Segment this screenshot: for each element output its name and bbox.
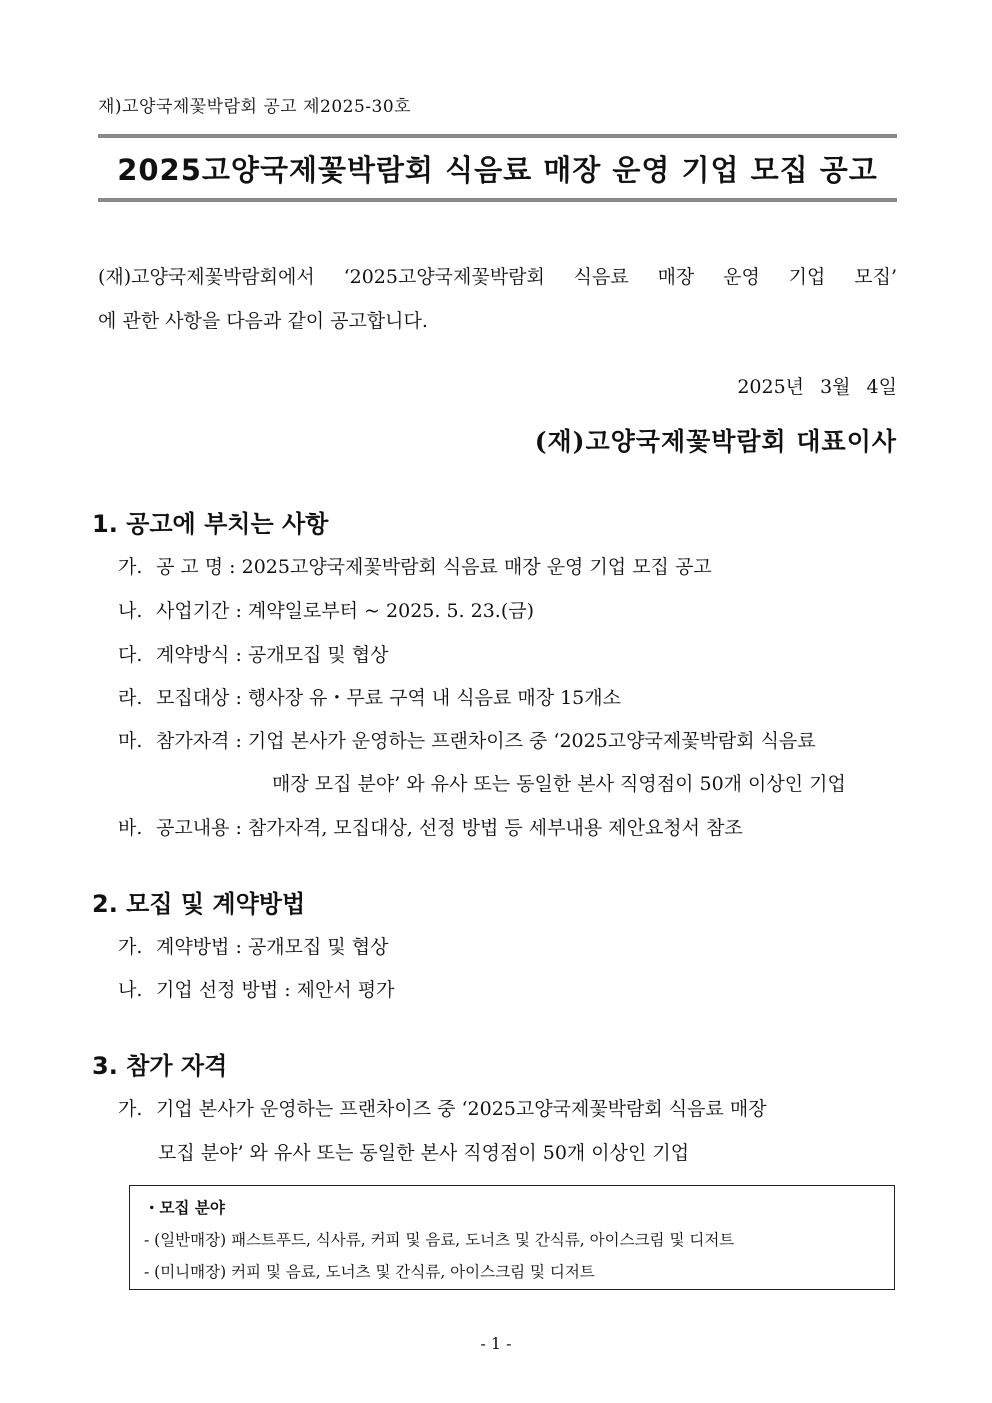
section-1-item-ba	[118, 813, 743, 840]
box-line-general: - (일반매장) 패스트푸드, 식사류, 커피 및 음료, 도너츠 및 간식류, 아이스크림 및 디저트	[144, 1231, 735, 1249]
section-1-item-ga	[118, 552, 712, 579]
item-marker: 다.	[118, 644, 143, 666]
section-2-heading: 2. 모집 및 계약방법	[92, 890, 306, 918]
intro-line-2: 에 관한 사항을 다음과 같이 공고합니다.	[98, 310, 428, 332]
item-text: 계약방식 : 공개모집 및 협상	[156, 644, 389, 666]
item-marker: 가.	[118, 936, 143, 958]
section-3-item-ga	[118, 1094, 767, 1121]
section-2-item-ga	[118, 932, 388, 959]
issuer: (재)고양국제꽃박람회 대표이사	[534, 427, 897, 456]
item-marker: 가.	[118, 1098, 143, 1120]
section-1-item-ma	[118, 726, 816, 753]
item-marker: 마.	[118, 730, 143, 752]
item-text: 계약방법 : 공개모집 및 협상	[156, 936, 389, 958]
section-2-item-na	[118, 975, 395, 1002]
item-marker: 나.	[118, 979, 143, 1001]
box-heading: ・모집 분야	[144, 1198, 225, 1217]
item-text: 공 고 명 : 2025고양국제꽃박람회 식음료 매장 운영 기업 모집 공고	[156, 556, 712, 578]
item-text: 공고내용 : 참가자격, 모집대상, 선정 방법 등 세부내용 제안요청서 참조	[156, 817, 743, 839]
section-1-item-ma-continuation: 매장 모집 분야’ 와 유사 또는 동일한 본사 직영점이 50개 이상인 기업	[272, 773, 846, 795]
notice-number: 재)고양국제꽃박람회 공고 제2025-30호	[98, 97, 412, 117]
item-text: 사업기간 : 계약일로부터 ~ 2025. 5. 23.(금)	[156, 600, 535, 622]
item-text: 기업 선정 방법 : 제안서 평가	[156, 979, 395, 1001]
document-title: 2025고양국제꽃박람회 식음료 매장 운영 기업 모집 공고	[117, 153, 878, 187]
title-bottom-rule	[98, 198, 897, 202]
section-1-item-da	[118, 640, 388, 667]
notice-date: 2025년 3월 4일	[737, 376, 897, 398]
section-3-heading: 3. 참가 자격	[92, 1052, 228, 1080]
title-top-rule	[98, 134, 897, 138]
item-marker: 바.	[118, 817, 143, 839]
recruitment-fields-box	[129, 1185, 895, 1290]
box-line-mini: - (미니매장) 커피 및 음료, 도너츠 및 간식류, 아이스크림 및 디저트	[144, 1263, 595, 1281]
intro-line-1: (재)고양국제꽃박람회에서 ‘2025고양국제꽃박람회 식음료 매장 운영 기업 모집’	[98, 266, 897, 288]
item-text: 기업 본사가 운영하는 프랜차이즈 중 ‘2025고양국제꽃박람회 식음료 매장	[156, 1098, 767, 1120]
item-text: 모집대상 : 행사장 유・무료 구역 내 식음료 매장 15개소	[156, 687, 621, 709]
item-marker: 나.	[118, 600, 143, 622]
section-1-heading: 1. 공고에 부치는 사항	[92, 510, 329, 538]
section-3-item-ga-continuation: 모집 분야’ 와 유사 또는 동일한 본사 직영점이 50개 이상인 기업	[158, 1142, 690, 1164]
section-1-item-ra	[118, 683, 621, 710]
item-marker: 가.	[118, 556, 143, 578]
item-marker: 라.	[118, 687, 143, 709]
item-text: 참가자격 : 기업 본사가 운영하는 프랜차이즈 중 ‘2025고양국제꽃박람회 식음료	[156, 730, 816, 752]
section-1-item-na	[118, 596, 534, 623]
page-number: - 1 -	[480, 1334, 512, 1353]
